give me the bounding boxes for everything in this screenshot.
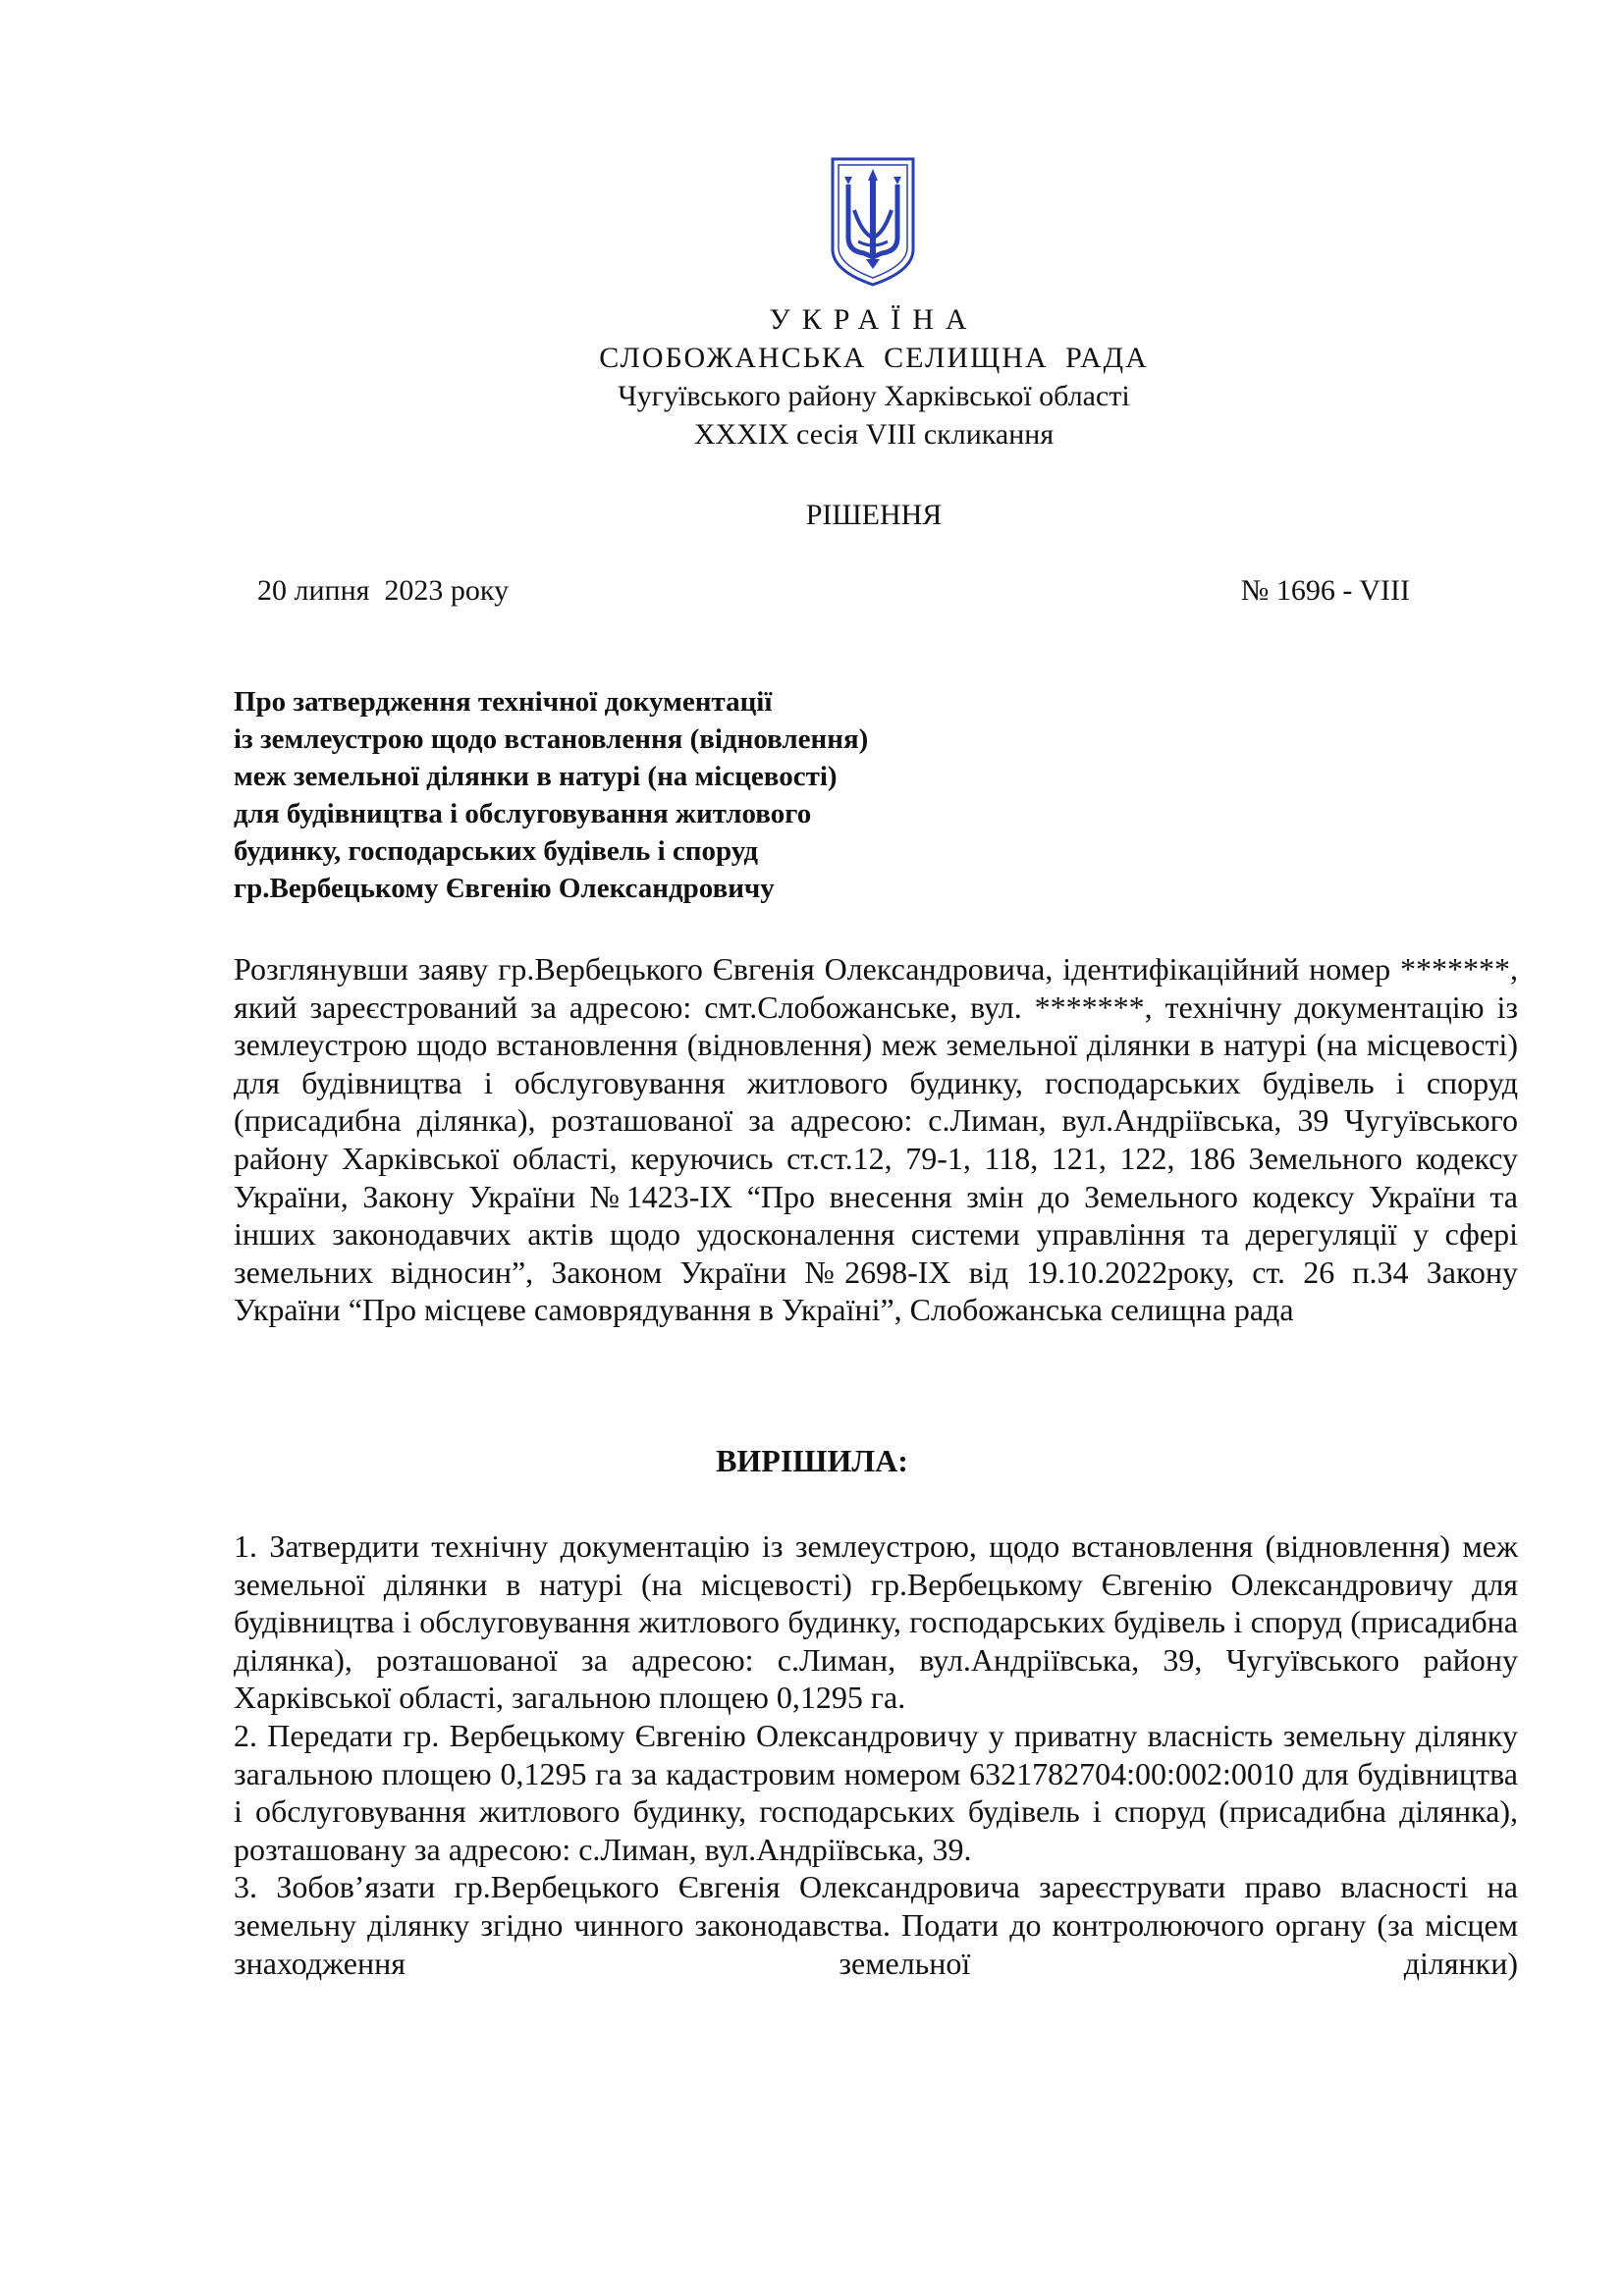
resolution-item-1: 1. Затвердити технічну документацію із землеустрою, щодо встановлення (відновлення) меж земельної ділянки в натурі (на місцевості) гр.Вербецькому Євгенію Олександровичу для будівництва і обслуговування житлового будинку, господарських будівель і споруд (присадибна ділянка), розташованої за адресою: с.Лиман, вул.Андріївська, 39, Чугуївського району Харківської області, загальною площею 0,1295 га.: [234, 1528, 1518, 1716]
preamble-paragraph: Розглянувши заяву гр.Вербецького Євгенія Олександровича, ідентифікаційний номер *******, який зареєстрований за адресою: смт.Слобожанське, вул. *******, технічну документацію із землеустрою щодо встановлення (відновлення) меж земельної ділянки в натурі (на місцевості) для будівництва і обслуговування житлового будинку, господарських будівель і споруд (присадибна ділянка), розташованої за адресою: с.Лиман, вул.Андріївська, 39 Чугуївського району Харківської області, керуючись ст.ст.12, 79-1, 118, 121, 122, 186 Земельного кодексу України, Закону України №1423-IX “Про внесення змін до Земельного кодексу України та інших законодавчих актів щодо удосконалення системи управління та дерегуляції у сфері земельних відносин”, Законом України №2698-IX від 19.10.2022року, ст. 26 п.34 Закону України “Про місцеве самоврядування в Україні”, Слобожанська селищна рада: [234, 951, 1518, 1328]
decision-subject: [234, 683, 1039, 907]
country-name: УКРАЇНА: [769, 303, 979, 336]
resolution-item-3: 3. Зобов’язати гр.Вербецького Євгенія Олександровича зареєструвати право власності на земельну ділянку згідно чинного законодавства. Подати до контролюючого органу (за місцем знаходження земельної ділянки): [234, 1869, 1518, 1981]
subject-line: для будівництва і обслуговування житлового: [234, 798, 812, 829]
coat-of-arms-icon: [829, 155, 917, 289]
decision-date: 20 липня 2023 року: [257, 574, 510, 607]
subject-line: меж земельної ділянки в натурі (на місцевості): [234, 761, 838, 792]
subject-line: гр.Вербецькому Євгенію Олександровичу: [234, 873, 775, 904]
resolved-heading: ВИРІШИЛА:: [716, 1443, 908, 1478]
document-header: [0, 300, 1624, 454]
decision-number: № 1696 - VIII: [1240, 574, 1410, 607]
district-name: Чугуївського району Харківської області: [618, 380, 1130, 412]
subject-line: будинку, господарських будівель і споруд: [234, 835, 759, 867]
subject-line: Про затвердження технічної документації: [234, 686, 773, 718]
resolution-item-2: 2. Передати гр. Вербецькому Євгенію Олександровичу у приватну власність земельну ділянку загальною площею 0,1295 га за кадастровим номером 6321782704:00:002:0010 для будівництва і обслуговування житлового будинку, господарських будівель і споруд (присадибна ділянка), розташовану за адресою: с.Лиман, вул.Андріївська, 39.: [234, 1717, 1518, 1867]
preamble-section: [234, 950, 1518, 1329]
session-label: XXXIX сесія VIII скликання: [693, 418, 1055, 451]
document-type: РІШЕННЯ: [805, 499, 943, 531]
resolution-items: [234, 1527, 1518, 1982]
council-name: СЛОБОЖАНСЬКА СЕЛИЩНА РАДА: [599, 342, 1149, 374]
subject-line: із землеустрою щодо встановлення (відновлення): [234, 723, 869, 755]
